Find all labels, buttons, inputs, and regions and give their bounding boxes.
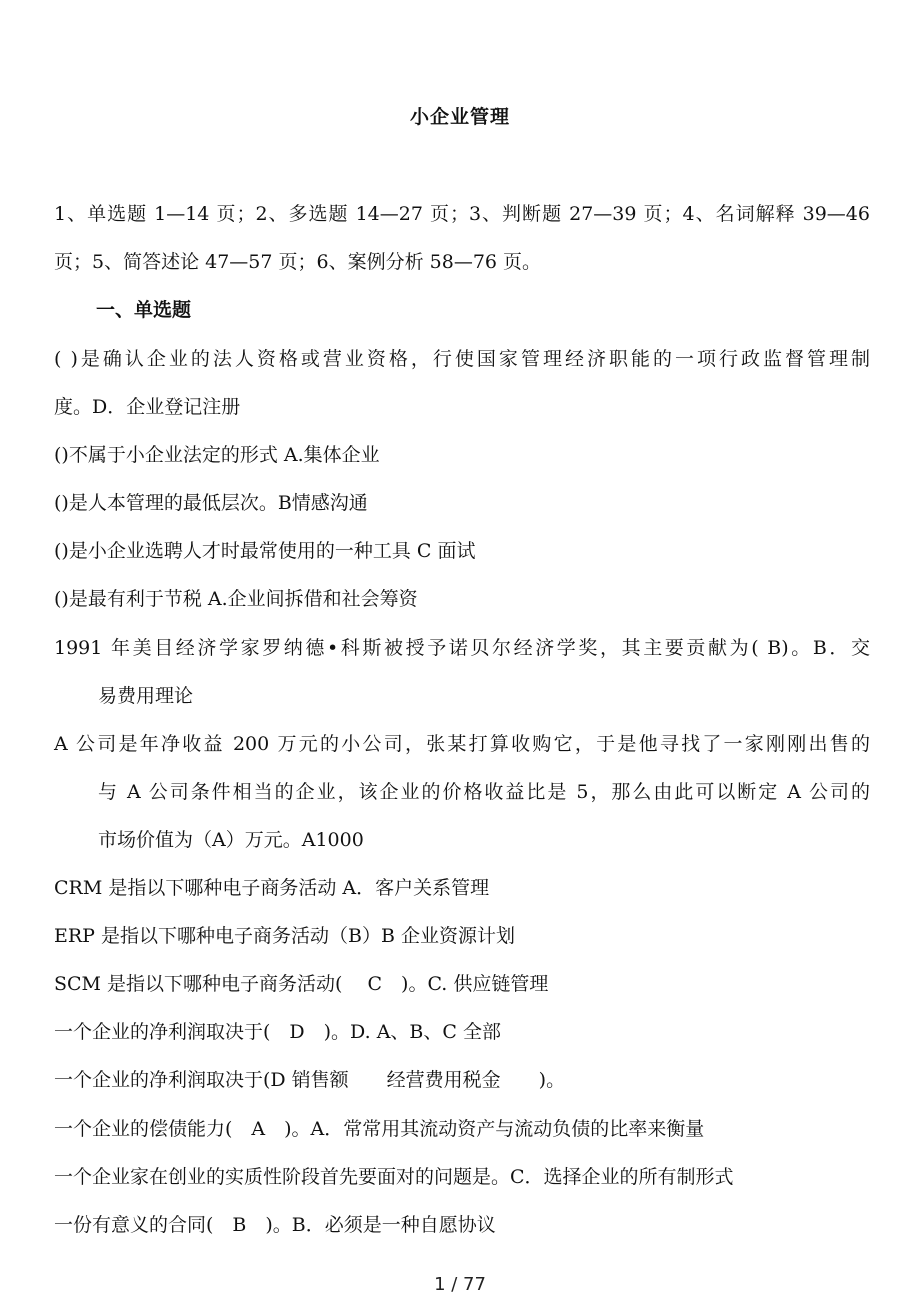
question-line: 度。D．企业登记注册 bbox=[54, 396, 241, 418]
page-number: 1 / 77 bbox=[434, 1274, 486, 1295]
question-line: 一个企业的净利润取决于( D )。D. A、B、C 全部 bbox=[54, 1021, 501, 1043]
section-heading: 一、单选题 bbox=[96, 299, 192, 321]
question-line: 市场价值为（A）万元。A1000 bbox=[98, 829, 364, 851]
question-line: 一个企业家在创业的实质性阶段首先要面对的问题是。C．选择企业的所有制形式 bbox=[54, 1166, 734, 1188]
question-line: 1991 年美目经济学家罗纳德•科斯被授予诺贝尔经济学奖，其主要贡献为( B)。B．交 bbox=[54, 637, 870, 659]
question-line: ()是最有利于节税 A.企业间拆借和社会筹资 bbox=[54, 588, 418, 610]
question-line: 一个企业的净利润取决于(D 销售额 经营费用税金 )。 bbox=[54, 1069, 566, 1091]
question-line: 一份有意义的合同( B )。B．必须是一种自愿协议 bbox=[54, 1214, 496, 1236]
document-title: 小企业管理 bbox=[409, 106, 510, 128]
toc-line: 页；5、简答述论 47—57 页；6、案例分析 58—76 页。 bbox=[54, 251, 542, 273]
question-line: ()是小企业选聘人才时最常使用的一种工具 C 面试 bbox=[54, 540, 476, 562]
question-line: ( )是确认企业的法人资格或营业资格，行使国家管理经济职能的一项行政监督管理制 bbox=[54, 348, 870, 370]
toc-line: 1、单选题 1—14 页；2、多选题 14—27 页；3、判断题 27—39 页；4、名词解释 39—46 bbox=[54, 203, 870, 225]
question-line: ERP 是指以下哪种电子商务活动（B）B 企业资源计划 bbox=[54, 925, 515, 947]
question-line: CRM 是指以下哪种电子商务活动 A．客户关系管理 bbox=[54, 877, 490, 899]
question-line: ()是人本管理的最低层次。B情感沟通 bbox=[54, 492, 368, 514]
question-line: SCM 是指以下哪种电子商务活动( C )。C. 供应链管理 bbox=[54, 973, 549, 995]
question-line: 易费用理论 bbox=[98, 685, 194, 707]
question-line: A 公司是年净收益 200 万元的小公司，张某打算收购它，于是他寻找了一家刚刚出售的 bbox=[54, 733, 870, 755]
question-line: 与 A 公司条件相当的企业，该企业的价格收益比是 5，那么由此可以断定 A 公司的 bbox=[98, 781, 870, 803]
question-line: ()不属于小企业法定的形式 A.集体企业 bbox=[54, 444, 380, 466]
question-line: 一个企业的偿债能力( A )。A．常常用其流动资产与流动负债的比率来衡量 bbox=[54, 1118, 705, 1140]
